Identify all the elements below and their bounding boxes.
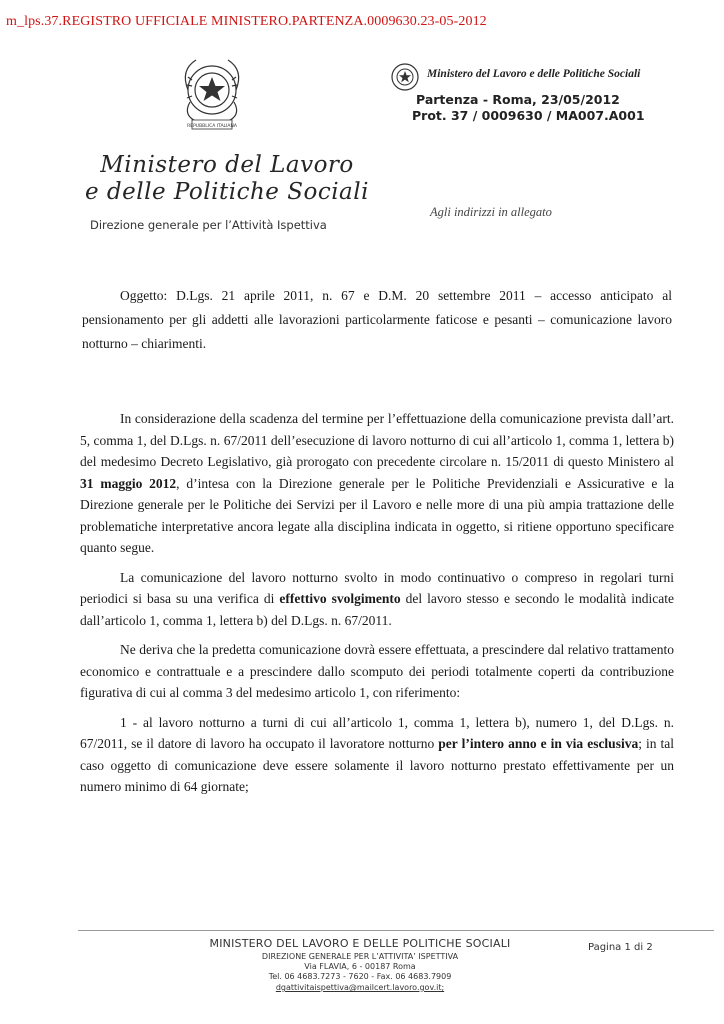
p1-deadline: 31 maggio 2012: [80, 475, 177, 491]
ministry-letterhead: [72, 152, 382, 206]
p4-text-a: 1 - al lavoro notturno a turni di cui all’articolo 1, comma 1, lettera b), numero 1, del D.Lgs. n. 67/2011, se il datore di lavoro ha occupato il lavoratore notturno: [80, 714, 674, 751]
subject-paragraph: [82, 284, 672, 356]
registry-header: m_lps.37.REGISTRO UFFICIALE MINISTERO.PARTENZA.0009630.23-05-2012: [6, 14, 487, 29]
page-number: Pagina 1 di 2: [588, 942, 653, 953]
paragraph-4: [80, 712, 674, 798]
stamp-emblem-icon: [390, 62, 420, 92]
footer-subtitle: DIREZIONE GENERALE PER L’ATTIVITA’ ISPETTIVA: [261, 952, 459, 961]
footer-divider: [78, 930, 714, 931]
p2-bold: effettivo svolgimento: [279, 591, 401, 606]
letter-body: [80, 408, 674, 806]
italian-republic-emblem: [170, 50, 254, 134]
footer-phone: Tel. 06 4683.7273 - 7620 - Fax. 06 4683.7909: [268, 972, 452, 981]
subject-label: Oggetto:: [120, 288, 168, 303]
stamp-ministry: Ministero del Lavoro e delle Politiche Sociali: [427, 68, 641, 80]
paragraph-3: Ne deriva che la predetta comunicazione dovrà essere effettuata, a prescindere dal relativo trattamento economico e contrattuale e a prescindere dallo scomputo dei periodi totalmente coperti da contribuzione figurativa di cui al comma 3 del medesimo articolo 1, con riferimento:: [80, 642, 674, 700]
p2-text-a: La comunicazione del lavoro notturno svolto in modo continuativo o compreso in regolari turni periodici si basa su una verifica di: [80, 569, 674, 606]
p2-text-b: del lavoro stesso e secondo le modalità indicate dall’articolo 1, comma 1, lettera b) del D.Lgs. n. 67/2011.: [80, 591, 674, 628]
stamp-departure: Partenza - Roma, 23/05/2012: [416, 92, 620, 107]
recipients-note: Agli indirizzi in allegato: [430, 205, 552, 219]
footer-title: MINISTERO DEL LAVORO E DELLE POLITICHE SOCIALI: [209, 937, 511, 950]
ministry-line-2: e delle Politiche Sociali: [85, 179, 369, 205]
p1-text-a: In considerazione della scadenza del termine per l’effettuazione della comunicazione prevista dall’art. 5, comma 1, del D.Lgs. n. 67/2011 dell’esecuzione di lavoro notturno di cui all’articolo 1, comma 1, lettera b) del medesimo Decreto Legislativo, già prorogato con precedente circolare n. 15/2011 di questo Ministero al: [80, 411, 674, 469]
emblem-label: REPUBBLICA ITALIANA: [187, 124, 237, 129]
p1-text-b: , d’intesa con la Direzione generale per le Politiche Previdenziali e Assicurative e la Direzione generale per le Politiche dei Servizi per il Lavoro e nelle more di una più ampia trattazione delle problematiche interpretative ancora legate alla disciplina indicata in oggetto, si ritiene opportuno specificare quanto segue.: [80, 475, 674, 555]
ministry-line-1: Ministero del Lavoro: [100, 152, 354, 178]
footer-email-link[interactable]: dgattivitaispettiva@mailcert.lavoro.gov.it;: [275, 983, 445, 992]
footer: [190, 937, 530, 992]
p4-bold: per l’intero anno e in via esclusiva: [438, 736, 639, 751]
p4-text-b: ; in tal caso oggetto di comunicazione deve essere solamente il lavoro notturno prestato effettivamente per un numero minimo di 64 giornate;: [80, 736, 674, 794]
directorate-label: Direzione generale per l’Attività Ispettiva: [90, 218, 327, 232]
paragraph-2: [80, 567, 674, 632]
paragraph-1: [80, 408, 674, 559]
footer-address: Via FLAVIA, 6 - 00187 Roma: [304, 962, 416, 971]
stamp-protocol: Prot. 37 / 0009630 / MA007.A001: [412, 108, 645, 123]
subject-text: D.Lgs. 21 aprile 2011, n. 67 e D.M. 20 settembre 2011 – accesso anticipato al pensionamento per gli addetti alle lavorazioni particolarmente faticose e pesanti – comunicazione lavoro notturno – chiarimenti.: [82, 288, 672, 351]
